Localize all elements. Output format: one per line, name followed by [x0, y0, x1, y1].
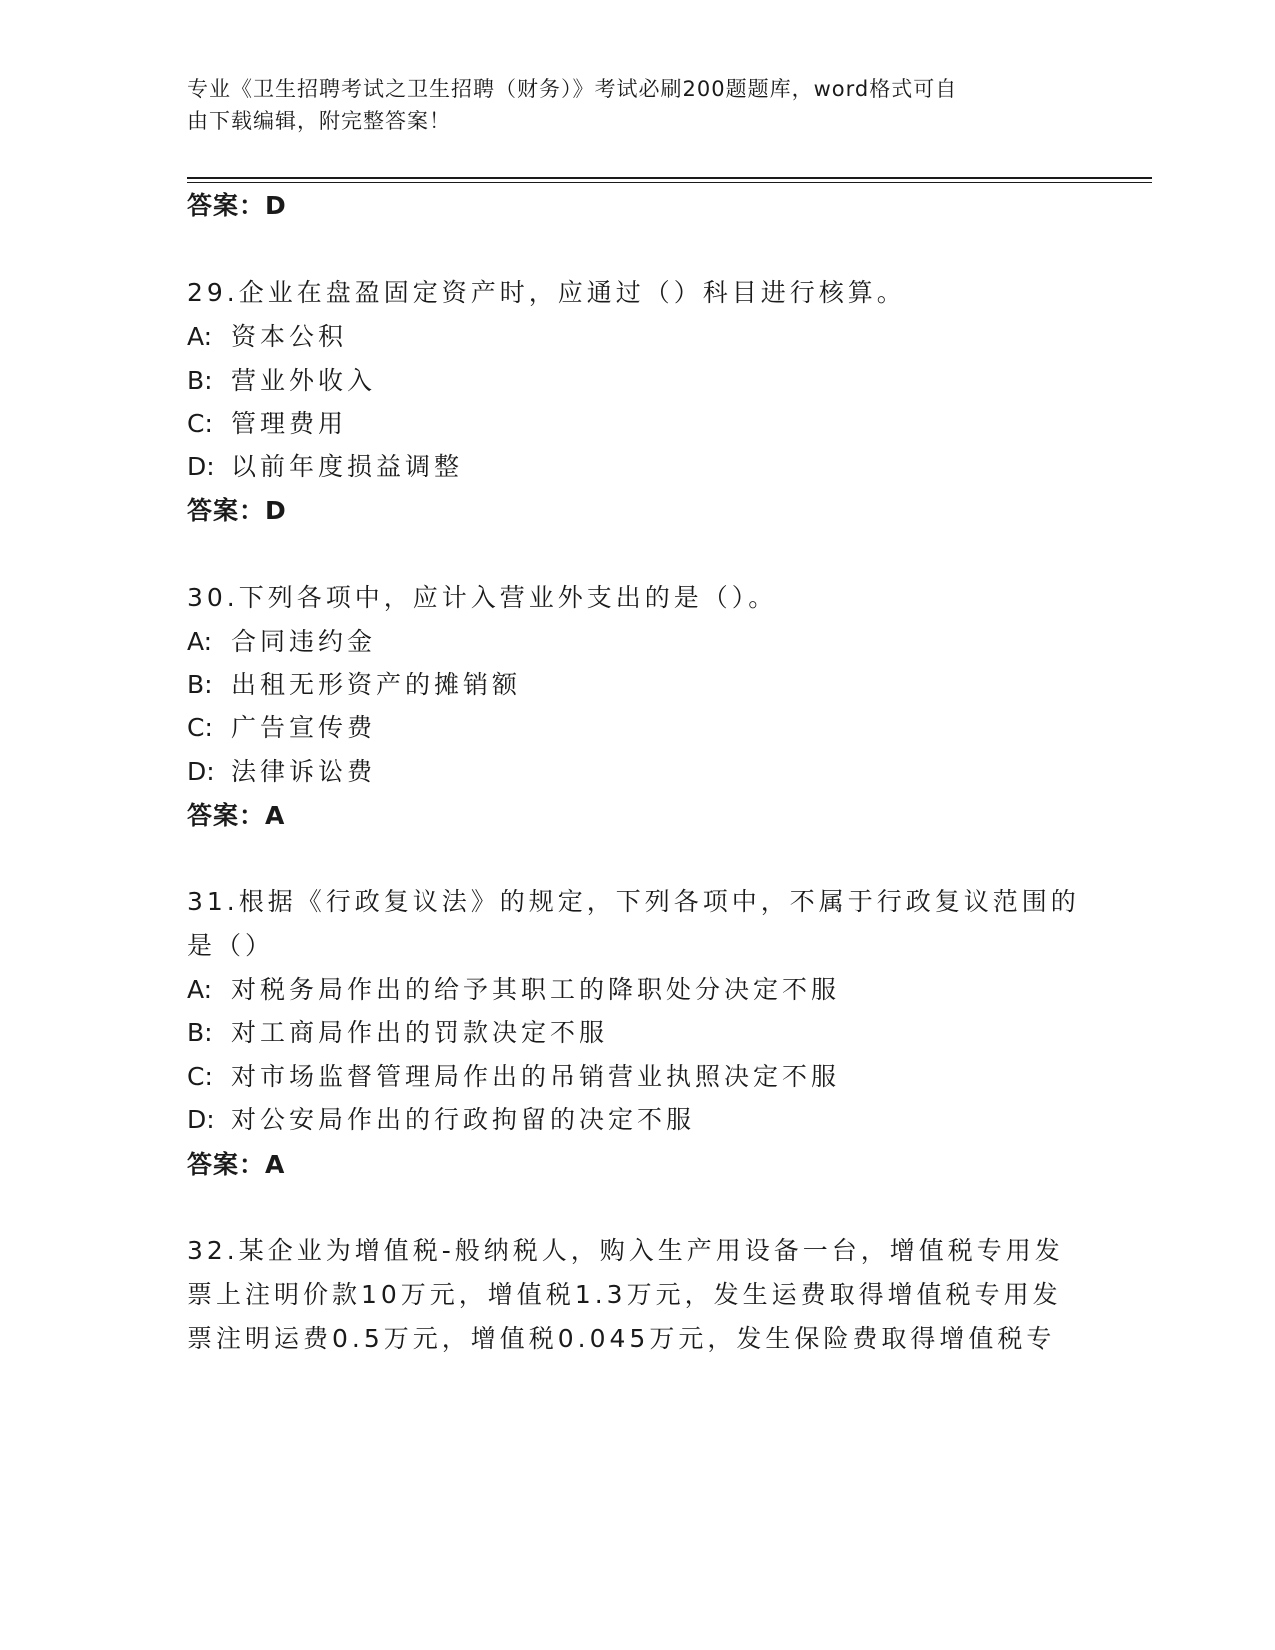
header-divider-thick: [187, 177, 1152, 179]
option-text: 对税务局作出的给予其职工的降职处分决定不服: [231, 975, 841, 1004]
option-letter: A:: [187, 627, 213, 656]
question-32-stem-line-3: 票注明运费0.5万元，增值税0.045万元，发生保险费取得增值税专: [187, 1324, 1056, 1353]
answer-top: 答案：D: [187, 191, 287, 220]
option-letter: B:: [187, 366, 213, 395]
question-29-stem: 29.企业在盘盈固定资产时，应通过（）科目进行核算。: [187, 278, 906, 307]
option-letter: C:: [187, 409, 213, 438]
question-29-option-d: [187, 447, 463, 483]
option-text: 法律诉讼费: [231, 757, 377, 786]
question-30-option-a: [187, 622, 376, 658]
question-31-stem-line-1: 31.根据《行政复议法》的规定，下列各项中，不属于行政复议范围的: [187, 887, 1080, 916]
option-text: 对公安局作出的行政拘留的决定不服: [231, 1105, 696, 1134]
header-line-2: 由下载编辑，附完整答案！: [187, 109, 451, 133]
question-29-answer: 答案：D: [187, 496, 287, 525]
option-text: 出租无形资产的摊销额: [231, 670, 522, 699]
header-divider-thin: [187, 182, 1152, 183]
option-letter: B:: [187, 1018, 213, 1047]
question-31-stem-line-2: 是（）: [187, 931, 275, 960]
header-line-1: 专业《卫生招聘考试之卫生招聘（财务）》考试必刷200题题库，word格式可自: [187, 77, 958, 101]
option-letter: C:: [187, 713, 213, 742]
option-text: 管理费用: [231, 409, 348, 438]
option-text: 对工商局作出的罚款决定不服: [231, 1018, 609, 1047]
option-letter: D:: [187, 757, 215, 786]
question-30-option-c: [187, 708, 376, 744]
question-29-option-c: [187, 404, 347, 440]
option-text: 合同违约金: [231, 627, 377, 656]
option-letter: C:: [187, 1062, 213, 1091]
option-letter: A:: [187, 322, 213, 351]
document-header: [187, 73, 1067, 137]
option-text: 以前年度损益调整: [231, 452, 464, 481]
question-31-answer: 答案：A: [187, 1150, 286, 1179]
option-text: 对市场监督管理局作出的吊销营业执照决定不服: [231, 1062, 841, 1091]
question-32-stem-line-2: 票上注明价款10万元，增值税1.3万元，发生运费取得增值税专用发: [187, 1280, 1062, 1309]
option-text: 营业外收入: [231, 366, 377, 395]
question-30-option-d: [187, 752, 376, 788]
question-30-answer: 答案：A: [187, 801, 286, 830]
question-29-option-a: [187, 317, 347, 353]
question-31-option-d: [187, 1100, 695, 1136]
question-31-option-a: [187, 970, 840, 1006]
option-letter: A:: [187, 975, 213, 1004]
question-32-stem-line-1: 32.某企业为增值税-般纳税人，购入生产用设备一台，增值税专用发: [187, 1236, 1064, 1265]
option-letter: D:: [187, 1105, 215, 1134]
question-30-stem: 30.下列各项中，应计入营业外支出的是（）。: [187, 583, 778, 612]
option-text: 资本公积: [231, 322, 348, 351]
question-31-option-c: [187, 1057, 840, 1093]
question-31-option-b: [187, 1013, 608, 1049]
option-letter: B:: [187, 670, 213, 699]
question-30-option-b: [187, 665, 521, 701]
option-letter: D:: [187, 452, 215, 481]
option-text: 广告宣传费: [231, 713, 377, 742]
question-29-option-b: [187, 361, 376, 397]
